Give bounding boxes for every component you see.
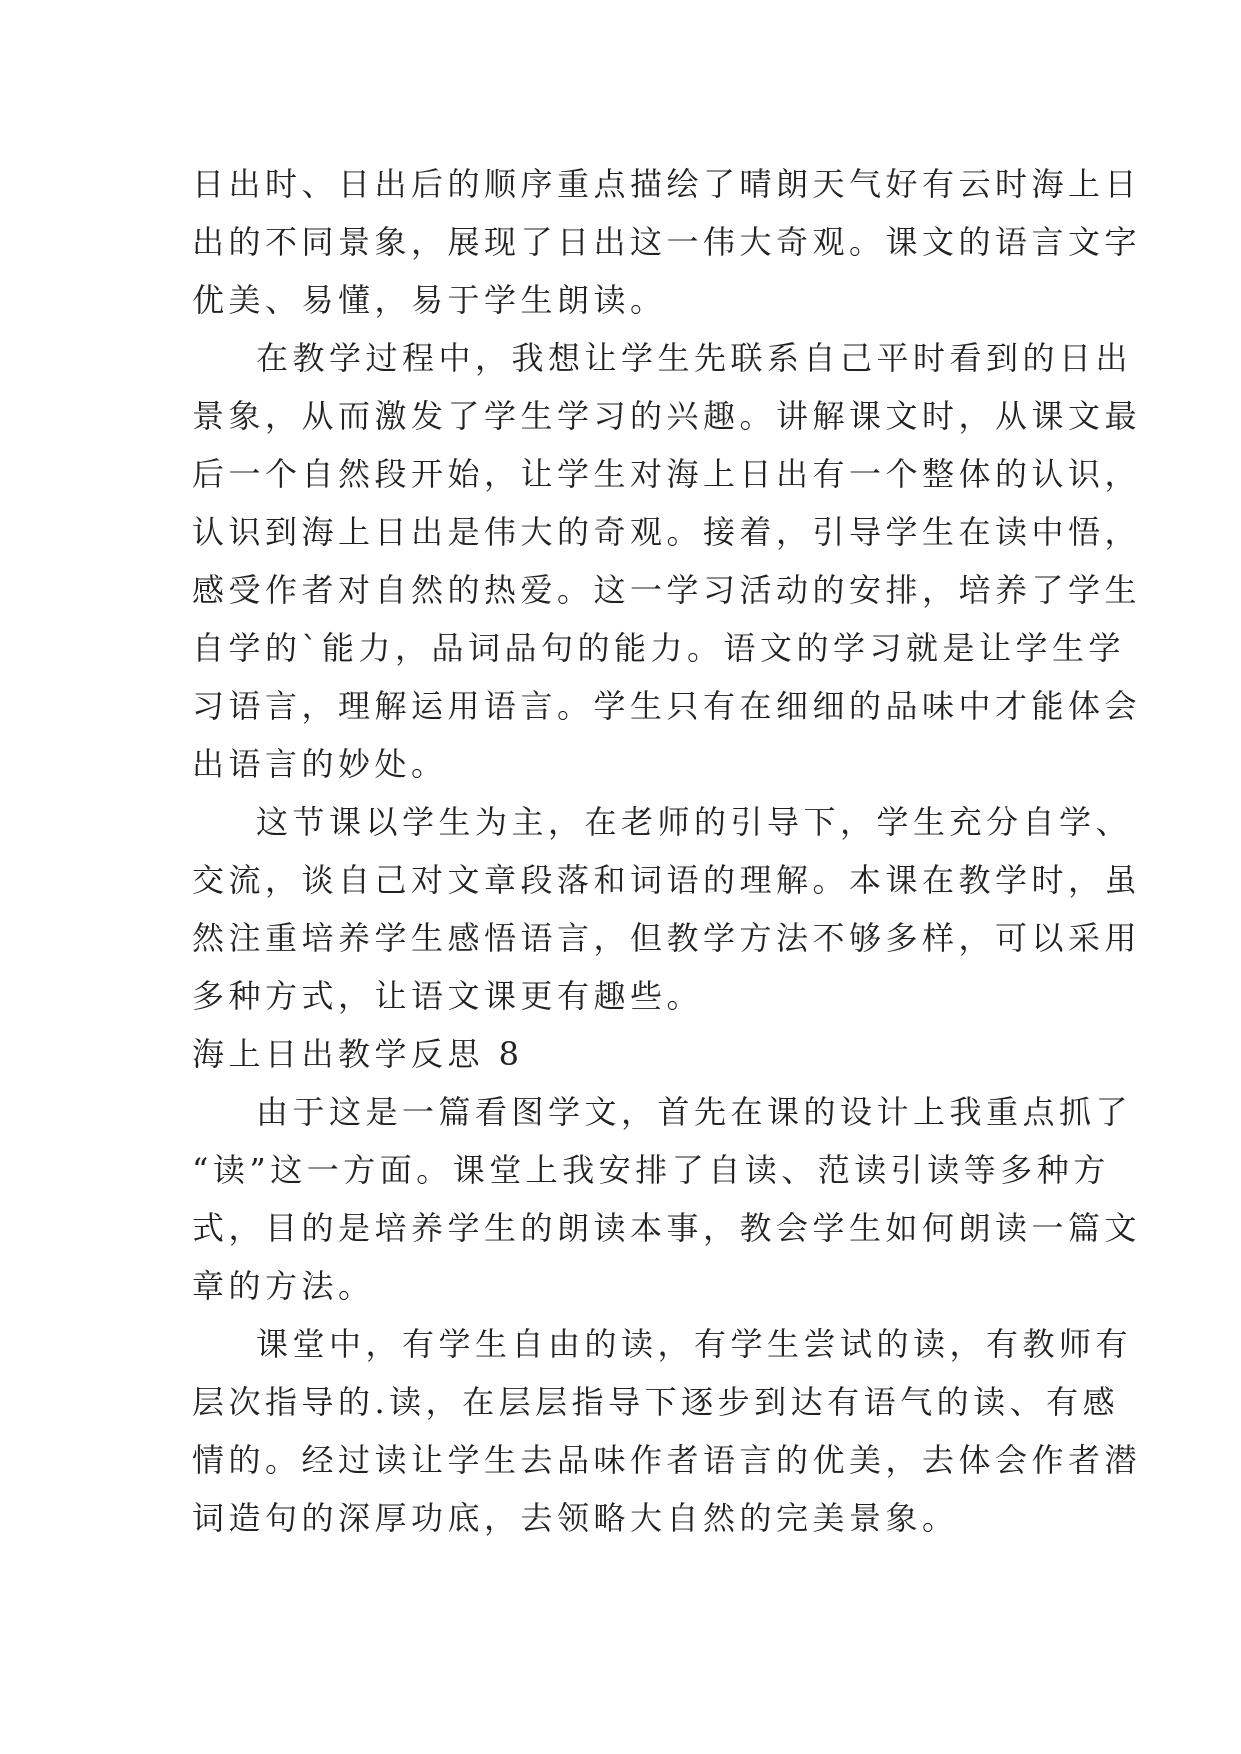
section-heading: 海上日出教学反思 8 (192, 1035, 524, 1073)
paragraph-2-line-6: 自学的`能力，品词品句的能力。语文的学习就是让学生学 (192, 629, 1126, 667)
paragraph-2-line-1: 在教学过程中，我想让学生先联系自己平时看到的日出 (256, 339, 1133, 377)
paragraph-2-line-7: 习语言，理解运用语言。学生只有在细细的品味中才能体会 (192, 687, 1142, 725)
paragraph-2-line-4: 认识到海上日出是伟大的奇观。接着，引导学生在读中悟， (192, 513, 1142, 551)
paragraph-4-line-1: 由于这是一篇看图学文，首先在课的设计上我重点抓了 (256, 1093, 1133, 1131)
paragraph-4-line-3: 式，目的是培养学生的朗读本事，教会学生如何朗读一篇文 (192, 1209, 1142, 1247)
paragraph-2-line-5: 感受作者对自然的热爱。这一学习活动的安排，培养了学生 (192, 571, 1142, 609)
text-line-1: 日出时、日出后的顺序重点描绘了晴朗天气好有云时海上日 (192, 165, 1142, 203)
paragraph-5-line-2: 层次指导的.读，在层层指导下逐步到达有语气的读、有感 (192, 1383, 1120, 1421)
paragraph-5-line-3: 情的。经过读让学生去品味作者语言的优美，去体会作者潜 (192, 1441, 1142, 1479)
paragraph-5-line-4: 词造句的深厚功底，去领略大自然的完美景象。 (192, 1499, 959, 1537)
paragraph-4-line-4: 章的方法。 (192, 1267, 375, 1305)
text-line-3: 优美、易懂，易于学生朗读。 (192, 281, 667, 319)
paragraph-5-line-1: 课堂中，有学生自由的读，有学生尝试的读，有教师有 (256, 1325, 1133, 1363)
paragraph-3-line-1: 这节课以学生为主，在老师的引导下，学生充分自学、 (256, 803, 1133, 841)
paragraph-2-line-2: 景象，从而激发了学生学习的兴趣。讲解课文时，从课文最 (192, 397, 1142, 435)
paragraph-2-line-8: 出语言的妙处。 (192, 745, 448, 783)
paragraph-3-line-3: 然注重培养学生感悟语言，但教学方法不够多样，可以采用 (192, 919, 1142, 957)
paragraph-3-line-2: 交流，谈自己对文章段落和词语的理解。本课在教学时，虽 (192, 861, 1142, 899)
text-line-2: 出的不同景象，展现了日出这一伟大奇观。课文的语言文字 (192, 223, 1142, 261)
paragraph-2-line-3: 后一个自然段开始，让学生对海上日出有一个整体的认识， (192, 455, 1142, 493)
paragraph-4-line-2: “读”这一方面。课堂上我安排了自读、范读引读等多种方 (192, 1151, 1110, 1189)
paragraph-3-line-4: 多种方式，让语文课更有趣些。 (192, 977, 704, 1015)
